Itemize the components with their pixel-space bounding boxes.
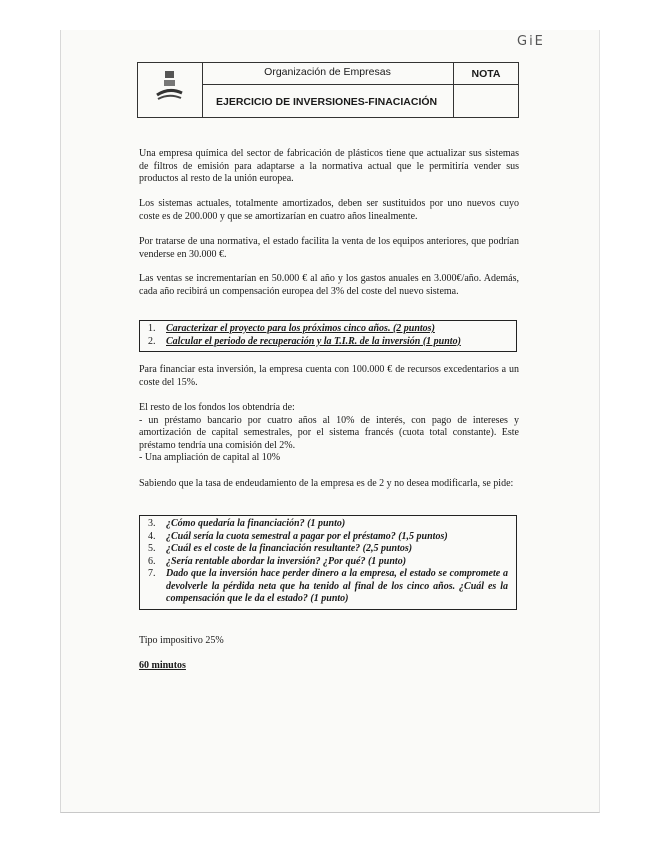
question-item: 6. ¿Sería rentable abordar la inversión? ¿Por qué? (1 punto) [148, 555, 407, 567]
exam-duration: 60 minutos [139, 660, 186, 671]
funds-capital: - Una ampliación de capital al 10% [139, 452, 281, 463]
question-item: 1. Caracterizar el proyecto para los próximos cinco años. (2 puntos) [148, 323, 435, 334]
paragraph-intro: Una empresa química del sector de fabricación de plásticos tiene que actualizar sus sistemas de filtros de emisión para adaptarse a la normativa actual que le permitiría vender sus productos al resto de la unión europea. [139, 148, 519, 184]
question-item: 2. Calcular el periodo de recuperación y la T.I.R. de la inversión (1 punto) [148, 335, 461, 347]
question-item: 3. ¿Cómo quedaría la financiación? (1 punto) [148, 518, 346, 529]
funds-intro: El resto de los fondos los obtendría de: [139, 402, 295, 413]
university-logo-icon [138, 63, 202, 117]
questions-box-1 [139, 320, 517, 352]
questions-box-2 [139, 515, 517, 610]
subject-name: Organización de Empresas [202, 63, 454, 85]
funds-loan: - un préstamo bancario por cuatro años al 10% de interés, con pago de intereses y amortización de capital semestrales, por el sistema francés (cuota total constante). Este préstamo tendría una comisión del 2%. [139, 414, 519, 451]
paragraph-funds [139, 402, 519, 465]
university-logo-cell [138, 63, 203, 117]
paragraph-regulation: Por tratarse de una normativa, el estado facilita la venta de los equipos anteriores, que podrían venderse en 30.000 €. [139, 236, 519, 260]
paragraph-sales: Las ventas se incrementarían en 50.000 € al año y los gastos anuales en 3.000€/año. Además, cada año recibirá un compensación europea del 3% del coste del nuevo sistema. [139, 273, 519, 297]
grade-label: NOTA [454, 63, 518, 85]
tax-rate: Tipo impositivo 25% [139, 635, 224, 646]
paragraph-systems: Los sistemas actuales, totalmente amortizados, deben ser sustituidos por uno nuevos cuyo coste es de 200.000 y que se amortizarían en cuatro años linealmente. [139, 198, 519, 222]
handwritten-mark: GiE [517, 34, 545, 49]
question-item: 7. Dado que la inversión hace perder dinero a la empresa, el estado se compromete a devolverle la pérdida neta que ha tenido al final de los cinco años. ¿Cuál es la compensación que le da el estado? (1 punto) [148, 568, 508, 604]
question-item: 5. ¿Cuál es el coste de la financiación resultante? (2,5 puntos) [148, 543, 413, 554]
exercise-title: EJERCICIO DE INVERSIONES-FINACIACIÓN [202, 85, 454, 117]
grade-box [454, 85, 518, 117]
question-item: 4. ¿Cuál sería la cuota semestral a pagar por el préstamo? (1,5 puntos) [148, 530, 448, 542]
paragraph-financing: Para financiar esta inversión, la empresa cuenta con 100.000 € de recursos excedentarios a un coste del 15%. [139, 364, 519, 388]
exam-header-table [137, 62, 519, 118]
paragraph-debt-ratio: Sabiendo que la tasa de endeudamiento de la empresa es de 2 y no desea modificarla, se pide: [139, 478, 514, 489]
